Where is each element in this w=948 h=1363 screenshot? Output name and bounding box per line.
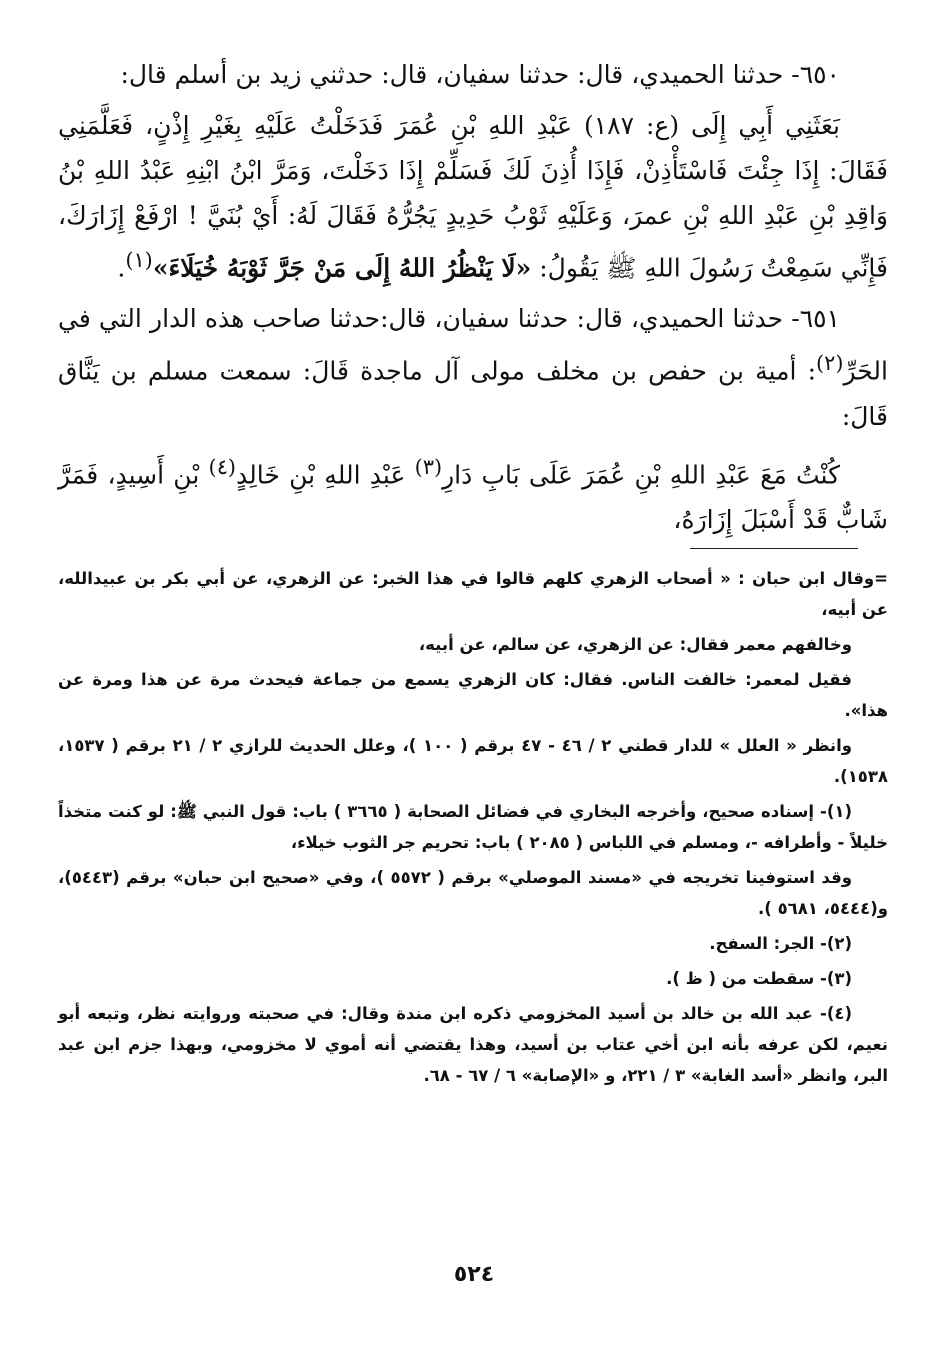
footnote-paragraph: وخالفهم معمر فقال: عن الزهري، عن سالم، عن أبيه، <box>418 635 852 654</box>
hadith-651-text-b: عَبْدِ اللهِ بْنِ خَالِدٍ <box>236 459 415 489</box>
footnote-paragraph: وانظر « العلل » للدار قطني ٢ / ٤٦ - ٤٧ برقم ( ١٠٠ )، وعلل الحديث للرازي ٢ / ٢١ برقم ( ١٥٣٧، ١٥٣٨). <box>58 736 888 786</box>
prophetic-saying: «لَا يَنْظُرُ اللهُ إِلَى مَنْ جَرَّ ثَوْبَهُ خُيَلَاءَ» <box>152 253 532 283</box>
footnote-3: (٣)- سقطت من ( ظ ). <box>666 969 852 988</box>
hadith-651-matn <box>58 445 888 542</box>
hadith-650-matn: بَعَثَنِي أَبِي إِلَى (ع: ١٨٧) عَبْدِ اللهِ بْنِ عُمَرَ فَدَخَلْتُ عَلَيْهِ بِغَيْرِ إِذْنٍ، فَعَلَّمَنِي فَقَالَ: إِذَا جِئْتَ فَاسْتَأْذِنْ، فَإِذَا أُذِنَ لَكَ فَسَلِّمْ إِذَا دَخَلْتَ، وَمَرَّ ابْنُ ابْنِهِ عَبْدُ اللهِ بْنُ وَاقِدِ بْنِ عَبْدِ اللهِ بْنِ عمرَ، وَعَلَيْهِ ثَوْبُ حَدِيدٍ يَجُرُّهُ فَقَالَ لَهُ: أَيْ بُنَيَّ ! ارْفَعْ إِزَارَكَ، فَإِنِّي سَمِعْتُ رَسُولَ اللهِ ﷺ يَقُولُ: «لَا يَنْظُرُ اللهُ إِلَى مَنْ جَرَّ ثَوْبَهُ خُيَلَاءَ»$^{(١)}$. <box>58 111 888 283</box>
hadith-651-isnad-continuation: : أمية بن حفص بن مخلف مولى آل ماجدة قَالَ: سمعت مسلم بن يَنَّاق قَالَ: <box>58 356 888 431</box>
footnote-4: (٤)- عبد الله بن خالد بن أسيد المخزومي ذكره ابن مندة وقال: في صحبته وروايته نظر، وتبعه أبو نعيم، لكن عرفه بأنه ابن أخي عتاب بن أسيد، وهذا يقتضي أنه أموي لا مخزومي، وبهذا جزم ابن عبد البر، وانظر «أسد الغابة» ٣ / ٢٢١، و «الإصابة» ٦ / ٦٧ - ٦٨. <box>58 1004 888 1085</box>
footnote-continuation: =وقال ابن حبان : « أصحاب الزهري كلهم قالوا في هذا الخبر: عن الزهري، عن أبي بكر بن عبيدالله، عن أبيه، <box>58 569 888 619</box>
footnote-paragraph: فقيل لمعمر: خالفت الناس. فقال: كان الزهري يسمع من جماعة فيحدث مرة عن هذا ومرة عن هذا». <box>58 670 888 720</box>
main-text <box>58 52 888 542</box>
footnote-ref-2: (٢) <box>816 351 844 376</box>
page-number: ٥٢٤ <box>453 1262 495 1287</box>
footnote-ref-4: (٤) <box>208 454 237 479</box>
footnotes <box>58 563 888 1091</box>
hadith-651-isnad-text: ٦٥١- حدثنا الحميدي، قال: حدثنا سفيان، قال:حدثنا صاحب هذه الدار التي في الحَرِّ <box>58 304 888 386</box>
footnote-ref-1: (١) <box>125 248 153 272</box>
footnote-2: (٢)- الجر: السفح. <box>709 934 852 953</box>
hadith-651-text-c: بْنِ أَسِيدٍ، فَمَرَّ شَابٌّ قَدْ أَسْبَلَ إِزَارَهُ، <box>58 459 888 534</box>
footnote-ref-3: (٣) <box>414 454 443 479</box>
footnote-separator <box>690 548 858 549</box>
footnote-paragraph: وقد استوفينا تخريجه في «مسند الموصلي» برقم ( ٥٥٧٢ )، وفي «صحيح ابن حبان» برقم (٥٤٤٣)، و(٥٤٤٤، ٥٦٨١ ). <box>58 868 888 918</box>
footnote-1: (١)- إسناده صحيح، وأخرجه البخاري في فضائل الصحابة ( ٣٦٦٥ ) باب: قول النبي ﷺ: لو كنت متخذاً خليلاً - وأطرافه -، ومسلم في اللباس ( ٢٠٨٥ ) باب: تحريم جر الثوب خيلاء، <box>58 802 888 852</box>
hadith-651-text-a: كُنْتُ مَعَ عَبْدِ اللهِ بْنِ عُمَرَ عَلَى بَابِ دَارِ <box>442 459 840 489</box>
hadith-650-isnad: ٦٥٠- حدثنا الحميدي، قال: حدثنا سفيان، قال: حدثني زيد بن أسلم قال: <box>120 60 840 89</box>
hadith-651-isnad <box>58 296 888 438</box>
hadith-650-text: بَعَثَنِي أَبِي إِلَى (ع: ١٨٧) عَبْدِ اللهِ بْنِ عُمَرَ فَدَخَلْتُ عَلَيْهِ بِغَيْرِ إِذْنٍ، فَعَلَّمَنِي فَقَالَ: إِذَا جِئْتَ فَاسْتَأْذِنْ، فَإِذَا أُذِنَ لَكَ فَسَلِّمْ إِذَا دَخَلْتَ، وَمَرَّ ابْنُ ابْنِهِ عَبْدُ اللهِ بْنُ وَاقِدِ بْنِ عَبْدِ اللهِ بْنِ عمرَ، وَعَلَيْهِ ثَوْبُ حَدِيدٍ يَجُرُّهُ فَقَالَ لَهُ: أَيْ بُنَيَّ ! ارْفَعْ إِزَارَكَ، فَإِنِّي سَمِعْتُ رَسُولَ اللهِ ﷺ يَقُولُ: <box>58 111 888 283</box>
